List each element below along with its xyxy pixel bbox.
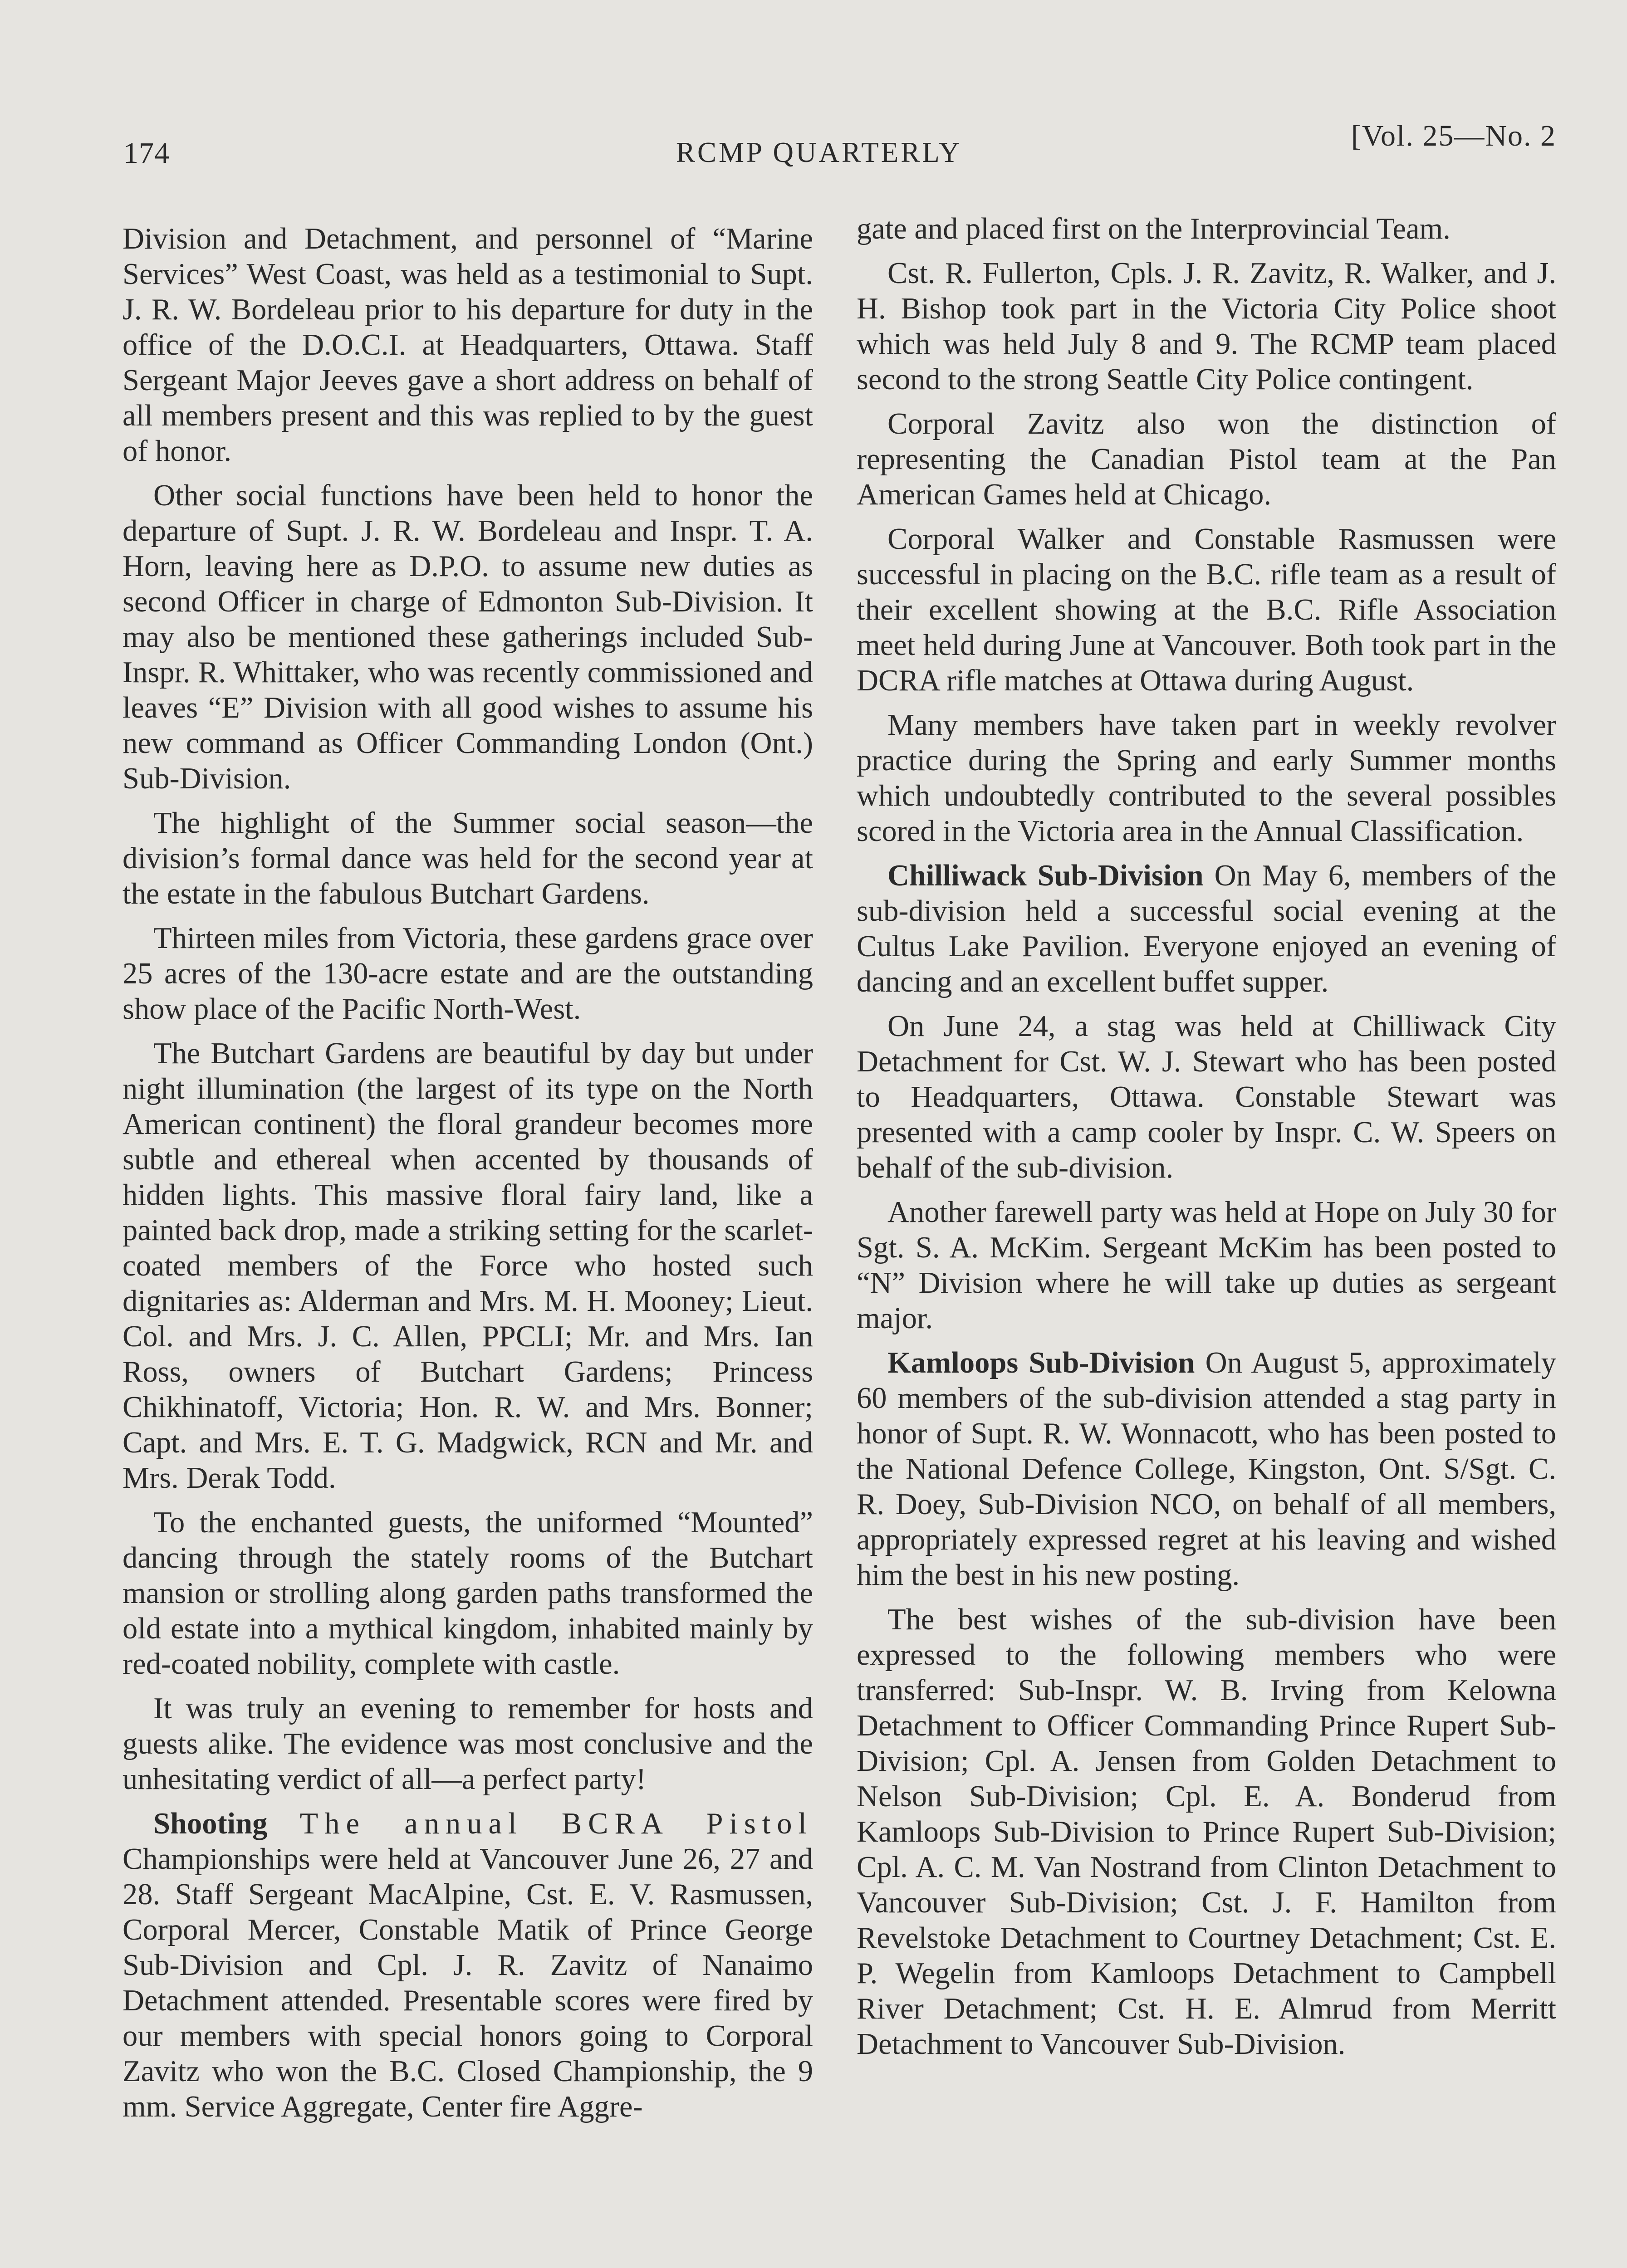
page-header xyxy=(0,0,1627,181)
paragraph-text: Division and Detachment, and personnel of “Marine Services” West Coast, was held as a testimonial to Supt. J. R. W. Bordeleau prior to his departure for duty in the office of the D.O.C.I. at Headquarters, Ottawa. Staff Sergeant Major Jeeves gave a short address on behalf of all members present and this was replied to by the guest of honor. xyxy=(123,222,813,468)
paragraph xyxy=(857,522,1556,699)
paragraph-text: On August 5, approximately 60 members of the sub-division attended a stag party in honor of Supt. R. W. Wonnacott, who has been posted to the National Defence College, Kingston, Ont. S/Sgt. C. R. Doey, Sub-Division NCO, on behalf of all members, appropriately expressed regret at his leaving and wished him the best in his new posting. xyxy=(857,1346,1556,1592)
paragraph-text: To the enchanted guests, the uniformed “Mounted” dancing through the stately rooms of the Butchart mansion or strolling along garden paths transformed the old estate into a mythical kingdom, inhabited mainly by red-coated nobility, complete with castle. xyxy=(123,1506,813,1681)
paragraph-text: On June 24, a stag was held at Chilliwack City Detachment for Cst. W. J. Stewart who has been posted to Headquarters, Ottawa. Constable Stewart was presented with a camp cooler by Inspr. C. W. Speers on behalf of the sub-division. xyxy=(857,1010,1556,1184)
paragraph xyxy=(857,1009,1556,1186)
paragraph-text: gate and placed first on the Interprovincial Team. xyxy=(857,212,1451,245)
paragraph xyxy=(857,406,1556,513)
paragraph-text: On May 6, members of the sub-division held a successful social evening at the Cultus Lake Pavilion. Everyone enjoyed an evening of dancing and an excellent buffet supper. xyxy=(857,859,1556,998)
paragraph-text: Cst. R. Fullerton, Cpls. J. R. Zavitz, R. Walker, and J. H. Bishop took part in the Victoria City Police shoot which was held July 8 and 9. The RCMP team placed second to the strong Seattle City Police contingent. xyxy=(857,257,1556,396)
paragraph-text: It was truly an evening to remember for hosts and guests alike. The evidence was most conclusive and the unhesitating verdict of all—a perfect party! xyxy=(123,1692,813,1796)
paragraph-text: Championships were held at Vancouver June 26, 27 and 28. Staff Sergeant MacAlpine, Cst. E. V. Rasmussen, Corporal Mercer, Constable Matik of Prince George Sub-Division and Cpl. J. R. Zavitz of Nanaimo Detachment attended. Presentable scores were fired by our members with special honors going to Corporal Zavitz who won the B.C. Closed Championship, the 9 mm. Service Aggregate, Center fire Aggre- xyxy=(123,1843,813,2123)
paragraph-text: The best wishes of the sub-division have been expressed to the following members who were transferred: Sub-Inspr. W. B. Irving from Kelowna Detachment to Officer Commanding Prince Rupert Sub-Division; Cpl. A. Jensen from Golden Detachment to Nelson Sub-Division; Cpl. E. A. Bonderud from Kamloops Sub-Division to Prince Rupert Sub-Division; Cpl. A. C. M. Van Nostrand from Clinton Detachment to Vancouver Sub-Division; Cst. J. F. Hamilton from Revelstoke Detachment to Courtney Detachment; Cst. E. P. Wegelin from Kamloops Detachment to Campbell River Detachment; Cst. H. E. Almrud from Merritt Detachment to Vancouver Sub-Division. xyxy=(857,1603,1556,2061)
spaced-lead-text: The annual BCRA Pistol xyxy=(299,1807,813,1840)
paragraph xyxy=(857,256,1556,397)
section-heading-kamloops: Kamloops Sub-Division xyxy=(887,1346,1195,1379)
paragraph-text: Thirteen miles from Victoria, these gardens grace over 25 acres of the 130-acre estate and are the outstanding show place of the Pacific North-West. xyxy=(123,922,813,1026)
volume-issue: [Vol. 25—No. 2 xyxy=(1351,119,1556,152)
paragraph xyxy=(123,1691,813,1797)
paragraph xyxy=(123,478,813,797)
paragraph xyxy=(857,858,1556,1000)
paragraph-text: The Butchart Gardens are beautiful by day but under night illumination (the largest of its type on the North American continent) the floral grandeur becomes more subtle and ethereal when accented by thousands of hidden lights. This massive floral fairy land, like a painted back drop, made a striking setting for the scarlet-coated members of the Force who hosted such dignitaries as: Alderman and Mrs. M. H. Mooney; Lieut. Col. and Mrs. J. C. Allen, PPCLI; Mr. and Mrs. Ian Ross, owners of Butchart Gardens; Princess Chikhinatoff, Victoria; Hon. R. W. and Mrs. Bonner; Capt. and Mrs. E. T. G. Madgwick, RCN and Mr. and Mrs. Derak Todd. xyxy=(123,1037,813,1495)
paragraph xyxy=(123,806,813,912)
page-number: 174 xyxy=(123,137,170,170)
section-heading-chilliwack: Chilliwack Sub-Division xyxy=(887,859,1204,892)
section-heading-shooting: Shooting xyxy=(153,1807,268,1840)
paragraph xyxy=(123,1036,813,1496)
paragraph xyxy=(857,1345,1556,1593)
paragraph xyxy=(123,221,813,469)
running-title: RCMP QUARTERLY xyxy=(676,137,962,168)
right-column xyxy=(857,211,1556,2071)
paragraph xyxy=(857,1602,1556,2062)
paragraph-text: The highlight of the Summer social season—the division’s formal dance was held for the second year at the estate in the fabulous Butchart Gardens. xyxy=(123,807,813,910)
paragraph xyxy=(857,211,1556,247)
paragraph-text: Corporal Walker and Constable Rasmussen were successful in placing on the B.C. rifle team as a result of their excellent showing at the B.C. Rifle Association meet held during June at Vancouver. Both took part in the DCRA rifle matches at Ottawa during August. xyxy=(857,523,1556,697)
paragraph xyxy=(123,1505,813,1682)
paragraph-text: Corporal Zavitz also won the distinction of representing the Canadian Pistol team at the Pan American Games held at Chicago. xyxy=(857,407,1556,511)
paragraph-text: Another farewell party was held at Hope on July 30 for Sgt. S. A. McKim. Sergeant McKim has been posted to “N” Division where he will take up duties as sergeant major. xyxy=(857,1196,1556,1335)
paragraph xyxy=(123,1806,813,2125)
paragraph xyxy=(857,708,1556,849)
left-column xyxy=(123,221,813,2134)
paragraph xyxy=(857,1195,1556,1336)
paragraph-text: Other social functions have been held to honor the departure of Supt. J. R. W. Bordeleau and Inspr. T. A. Horn, leaving here as D.P.O. to assume new duties as second Officer in charge of Edmonton Sub-Division. It may also be mentioned these gatherings included Sub-Inspr. R. Whittaker, who was recently commissioned and leaves “E” Division with all good wishes to assume his new command as Officer Commanding London (Ont.) Sub-Division. xyxy=(123,479,813,795)
paragraph-text: Many members have taken part in weekly revolver practice during the Spring and early Summer months which undoubtedly contributed to the several possibles scored in the Victoria area in the Annual Classification. xyxy=(857,709,1556,848)
paragraph xyxy=(123,921,813,1027)
